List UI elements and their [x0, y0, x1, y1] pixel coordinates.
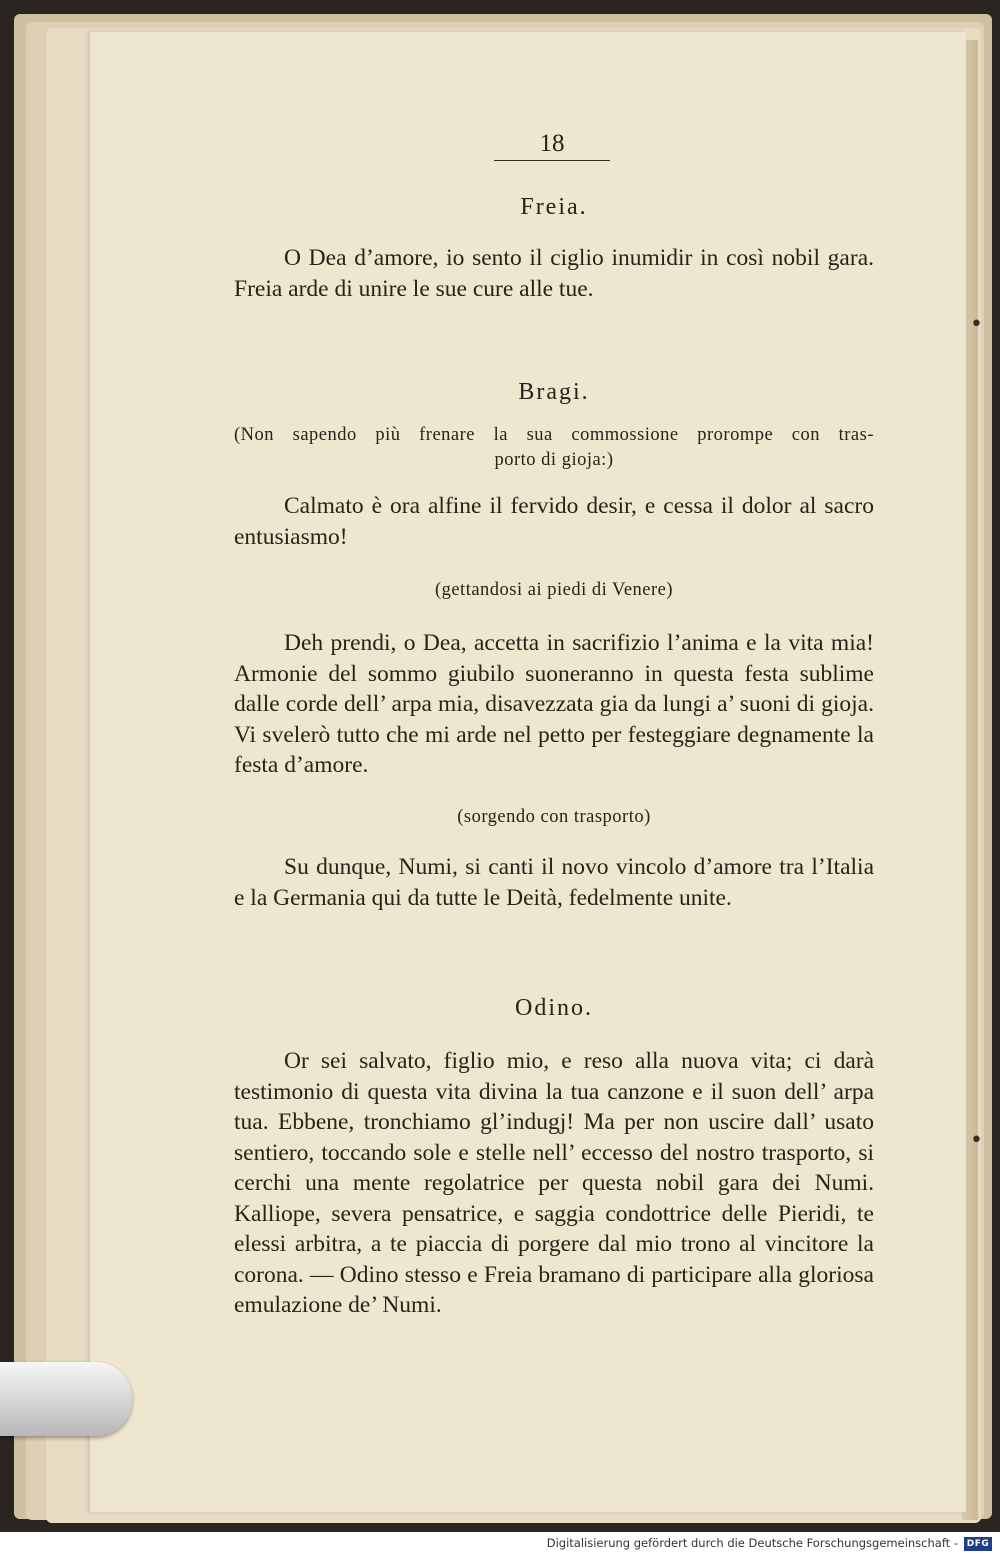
page-number: 18 [494, 130, 610, 161]
speaker-name: Bragi. [518, 379, 590, 405]
stage-direction-line: (Non sapendo più frenare la sua commossione prorompe con tras- [234, 425, 874, 445]
digitization-credit: Digitalisierung gefördert durch die Deutsche Forschungsgemeinschaft - [546, 1536, 958, 1550]
stage-direction: (sorgendo con trasporto) [457, 807, 651, 827]
dialogue-paragraph [234, 491, 874, 552]
speaker-name: Freia. [520, 194, 588, 220]
paragraph-text: Calmato è ora alfine il fervido desir, e cessa il dolor al sacro entusiasmo! [234, 493, 874, 550]
footer-bar [0, 1532, 1000, 1556]
page-clip-tab [0, 1362, 132, 1436]
stage-direction-line: porto di gioja:) [494, 450, 614, 470]
dfg-logo: DFG [964, 1537, 992, 1551]
stage-direction [234, 423, 874, 473]
paragraph-text: Su dunque, Numi, si canti il novo vincolo d’amore tra l’Italia e la Germania qui da tutte le Deità, fedelmente unite. [234, 854, 874, 911]
dialogue-paragraph [234, 852, 874, 913]
paragraph-text: O Dea d’amore, io sento il ciglio inumidir in così nobil gara. Freia arde di unire le sue cure alle tue. [234, 245, 874, 302]
edge-mark: • [970, 1128, 983, 1153]
paragraph-text: Or sei salvato, figlio mio, e reso alla nuova vita; ci darà testimonio di questa vita divina la tua canzone e il suon dell’ arpa tua. Ebbene, tronchiamo gl’indugj! Ma per non uscire dall’ usato sentiero, toccando sole e stelle nell’ eccesso del nostro trasporto, si cerchi una mente regolatrice per questa nobil gara dei Numi. Kalliope, severa pensatrice, e saggia condottrice delle Pieridi, te elessi arbitra, a te piaccia di porgere dal mio trono al vincitore la corona. — Odino stesso e Freia bramano di participare alla gloriosa emulazione de’ Numi. [234, 1048, 874, 1318]
dialogue-paragraph [234, 243, 874, 304]
edge-mark: • [970, 312, 983, 337]
speaker-name: Odino. [515, 995, 593, 1021]
paragraph-text: Deh prendi, o Dea, accetta in sacrifizio l’anima e la vita mia! Armonie del sommo giubilo suoneranno in questa festa sublime dalle corde dell’ arpa mia, disavezzata gia da lungi a’ suoni di gioja. Vi svelerò tutto che mi arde nel petto per festeggiare degnamente la festa d’amore. [234, 630, 874, 778]
dialogue-paragraph [234, 628, 874, 781]
stage-direction: (gettandosi ai piedi di Venere) [434, 580, 674, 600]
dialogue-paragraph [234, 1046, 874, 1321]
